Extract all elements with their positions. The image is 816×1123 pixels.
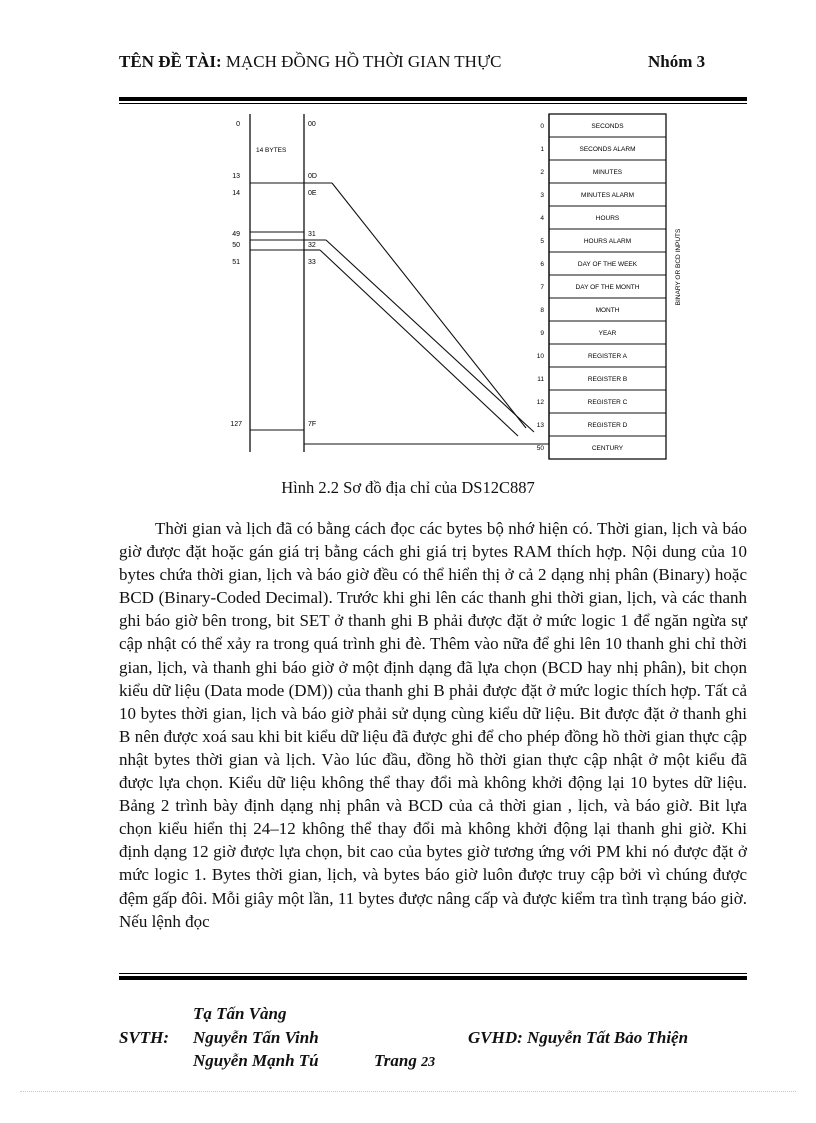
body-paragraph: Thời gian và lịch đã có bằng cách đọc các bytes bộ nhớ hiện có. Thời gian, lịch và báo giờ được đặt hoặc gán giá trị bằng cách ghi giá trị bytes RAM thích hợp. Nội dung của 10 bytes chứa thời gian, lịch và báo giờ đều có thể hiển thị ở cả 2 dạng nhị phân (Binary) hoặc BCD (Binary-Coded Decimal). Trước khi ghi lên các thanh ghi thời gian, lịch, và các thanh ghi báo giờ bên trong, bit SET ở thanh ghi B phải được đặt ở mức logic 1 để ngăn ngừa sự cập nhật có thể xảy ra trong quá trình ghi đè. Thêm vào nữa để ghi lên 10 thanh ghi chỉ thời gian, lịch, và thanh ghi báo giờ ở một định dạng đã lựa chọn (BCD hay nhị phân), bit chọn kiểu dữ liệu (Data mode (DM)) của thanh ghi B phải được đặt ở mức logic thích hợp. Tất cả 10 bytes thời gian, lịch và báo giờ phải sử dụng cùng kiểu dữ liệu. Bit được đặt ở thanh ghi B nên được xoá sau khi bit kiểu dữ liệu đã được ghi để cho phép đồng hồ thời gian thực cập nhật bytes thời gian và lịch. Vào lúc đầu, đồng hồ thời gian thực cập nhật ở một kiểu đã được lựa chọn. Kiểu dữ liệu không thể thay đổi mà không khởi động lại 10 bytes dữ liệu. Bảng 2 trình bày định dạng nhị phân và BCD của cả thời gian , lịch, và báo giờ. Bit lựa chọn kiểu hiển thị 24–12 không thể thay đổi mà không khởi động lại thanh ghi giờ. Khi định dạng 12 giờ được lựa chọn, bit cao của bytes giờ tương ứng với PM khi nó được đặt ở mức logic 1. Bytes thời gian, lịch, và bytes báo giờ luôn được truy cập bởi vì chúng được đệm gấp đôi. Mỗi giây một lần, 11 bytes được nâng cấp và được kiểm tra tình trạng báo giờ. Nếu lệnh đọc xyxy=(119,519,747,931)
register-rows xyxy=(537,123,666,452)
footer-rule-thin xyxy=(119,973,747,974)
addr-hex-7f: 7F xyxy=(308,421,317,428)
addr-dec-13: 13 xyxy=(232,173,240,180)
footer-page xyxy=(374,1051,435,1071)
header-rule-thin xyxy=(119,103,747,104)
register-label: DAY OF THE MONTH xyxy=(575,284,640,291)
footer-student-3: Nguyễn Mạnh Tú xyxy=(193,1051,319,1070)
register-label: DAY OF THE WEEK xyxy=(577,261,638,268)
register-index: 12 xyxy=(536,399,544,406)
register-label: HOURS xyxy=(595,215,620,222)
register-label: REGISTER A xyxy=(587,353,628,360)
register-index: 10 xyxy=(536,353,544,360)
footer-advisor: GVHD: Nguyễn Tất Bảo Thiện xyxy=(468,1028,689,1047)
footer-student-2: Nguyễn Tấn Vinh xyxy=(193,1028,319,1047)
register-label: SECONDS xyxy=(591,123,624,130)
register-label: YEAR xyxy=(598,330,617,337)
connector-0e xyxy=(332,183,526,428)
register-index: 6 xyxy=(540,261,544,268)
footer-page-number: 23 xyxy=(421,1055,436,1070)
page-bottom-dotted-line xyxy=(20,1091,796,1092)
header-title-text: MẠCH ĐỒNG HỒ THỜI GIAN THỰC xyxy=(221,52,502,71)
register-label: REGISTER C xyxy=(587,399,628,406)
header-title-label: TÊN ĐỀ TÀI: xyxy=(119,52,222,71)
register-index: 13 xyxy=(536,422,544,429)
register-label: CENTURY xyxy=(591,445,624,452)
register-index: 1 xyxy=(540,146,544,153)
address-map-diagram xyxy=(220,112,680,462)
addr-dec-49: 49 xyxy=(232,231,240,238)
footer-rule-thick xyxy=(119,976,747,980)
register-label: MONTH xyxy=(595,307,620,314)
addr-hex-00: 00 xyxy=(308,121,316,128)
register-index: 9 xyxy=(540,330,544,337)
footer-page-label: Trang xyxy=(374,1051,417,1070)
block-label-14-bytes: 14 BYTES xyxy=(256,147,287,154)
register-index: 8 xyxy=(540,307,544,314)
header-title xyxy=(119,52,502,72)
addr-hex-0d: 0D xyxy=(308,173,317,180)
header-group: Nhóm 3 xyxy=(648,52,706,71)
register-label: HOURS ALARM xyxy=(583,238,632,245)
addr-dec-51: 51 xyxy=(232,259,240,266)
addr-dec-127: 127 xyxy=(230,421,242,428)
register-index: 5 xyxy=(540,238,544,245)
addr-dec-50: 50 xyxy=(232,242,240,249)
addr-hex-32: 32 xyxy=(308,242,316,249)
register-label: REGISTER B xyxy=(587,376,628,383)
register-label: MINUTES ALARM xyxy=(580,192,635,199)
side-label-binary-bcd: BINARY OR BCD INPUTS xyxy=(675,228,682,306)
addr-dec-0: 0 xyxy=(236,121,240,128)
connector-32 xyxy=(326,240,534,432)
register-index: 4 xyxy=(540,215,544,222)
addr-dec-14: 14 xyxy=(232,190,240,197)
register-label: REGISTER D xyxy=(587,422,628,429)
register-label: SECONDS ALARM xyxy=(579,146,636,153)
register-index: 3 xyxy=(540,192,544,199)
addr-hex-0e: 0E xyxy=(308,190,317,197)
footer-student-1: Tạ Tấn Vàng xyxy=(193,1004,287,1023)
register-label: MINUTES xyxy=(592,169,623,176)
register-index: 2 xyxy=(540,169,544,176)
footer-svth-label: SVTH: xyxy=(119,1028,170,1047)
register-index: 11 xyxy=(537,376,544,383)
register-index: 0 xyxy=(540,123,544,130)
addr-hex-33: 33 xyxy=(308,259,316,266)
addr-hex-31: 31 xyxy=(308,231,316,238)
connector-33 xyxy=(320,250,518,436)
header-rule-thick xyxy=(119,97,747,101)
figure-caption: Hình 2.2 Sơ đồ địa chỉ của DS12C887 xyxy=(281,478,535,497)
register-index: 50 xyxy=(536,445,544,452)
register-index: 7 xyxy=(540,284,544,291)
